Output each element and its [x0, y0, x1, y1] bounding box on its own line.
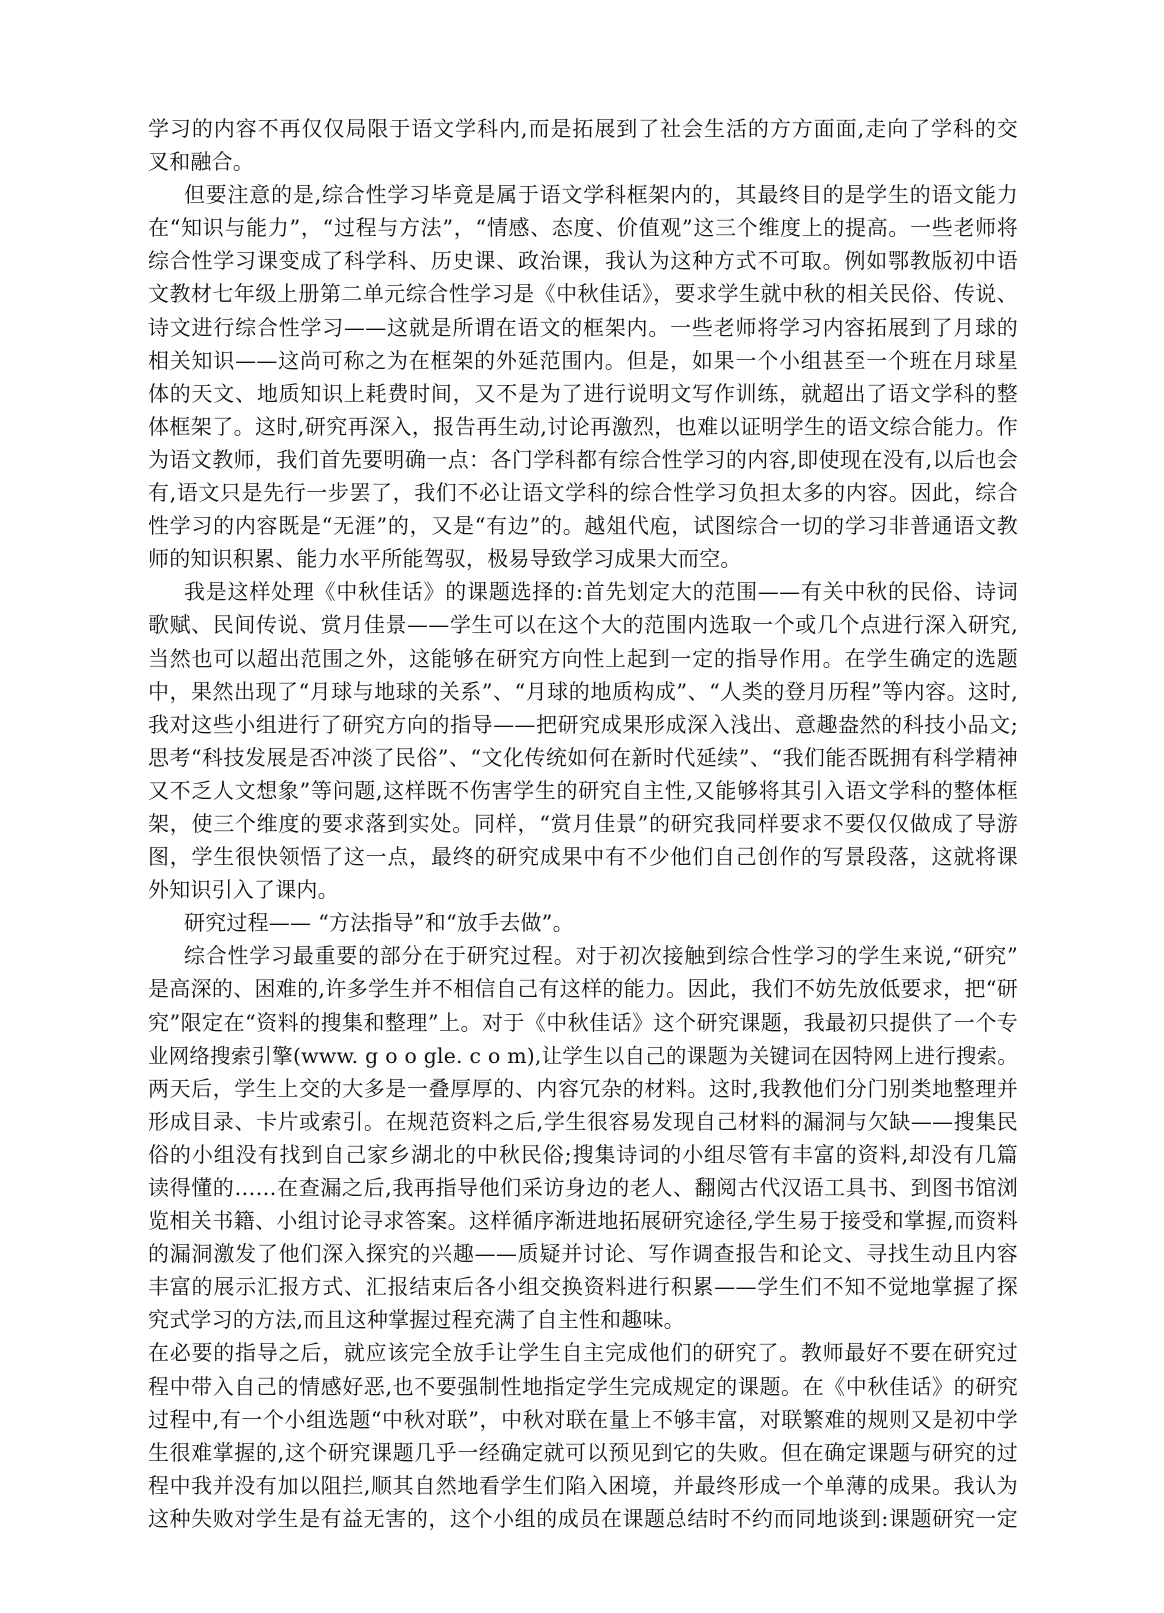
text-line: 诗文进行综合性学习——这就是所谓在语文的框架内。一些老师将学习内容拓展到了月球的 — [148, 315, 1018, 340]
text-line: 图，学生很快领悟了这一点，最终的研究成果中有不少他们自己创作的写景段落，这就将课 — [148, 845, 1018, 870]
paragraph-first-line: 但要注意的是,综合性学习毕竟是属于语文学科框架内的，其最终目的是学生的语文能力 — [184, 183, 1018, 208]
paragraph-first-line: 综合性学习最重要的部分在于研究过程。对于初次接触到综合性学习的学生来说,“研究” — [184, 944, 1018, 969]
text-line: 相关知识——这尚可称之为在框架的外延范围内。但是，如果一个小组甚至一个班在月球星 — [148, 348, 1018, 373]
text-line: 文教材七年级上册第二单元综合性学习是《中秋佳话》，要求学生就中秋的相关民俗、传说、 — [148, 282, 1018, 307]
text-line: 体框架了。这时,研究再深入，报告再生动,讨论再激烈，也难以证明学生的语文综合能力。作 — [148, 414, 1018, 439]
text-line: 程中我并没有加以阻拦,顺其自然地看学生们陷入困境，并最终形成一个单薄的成果。我认为 — [148, 1473, 1018, 1498]
text-line: 丰富的展示汇报方式、汇报结束后各小组交换资料进行积累——学生们不知不觉地掌握了探 — [148, 1275, 1018, 1300]
text-line: 览相关书籍、小组讨论寻求答案。这样循序渐进地拓展研究途径,学生易于接受和掌握,而资料 — [148, 1209, 1018, 1234]
body-text — [148, 113, 1018, 1536]
text-line: 形成目录、卡片或索引。在规范资料之后,学生很容易发现自己材料的漏洞与欠缺——搜集民 — [148, 1109, 1018, 1134]
text-line: 在必要的指导之后，就应该完全放手让学生自主完成他们的研究了。教师最好不要在研究过 — [148, 1341, 1018, 1366]
text-line: 的漏洞激发了他们深入探究的兴趣——质疑并讨论、写作调查报告和论文、寻找生动且内容 — [148, 1242, 1018, 1267]
text-line: 程中带入自己的情感好恶,也不要强制性地指定学生完成规定的课题。在《中秋佳话》的研究 — [148, 1374, 1018, 1399]
text-line: 师的知识积累、能力水平所能驾驭，极易导致学习成果大而空。 — [148, 547, 742, 572]
text-line: 叉和融合。 — [148, 150, 254, 175]
text-line: 有,语文只是先行一步罢了，我们不必让语文学科的综合性学习负担太多的内容。因此，综合 — [148, 481, 1018, 506]
text-line: 俗的小组没有找到自己家乡湖北的中秋民俗;搜集诗词的小组尽管有丰富的资料,却没有几篇 — [148, 1142, 1018, 1167]
text-line: 架，使三个维度的要求落到实处。同样，“赏月佳景”的研究我同样要求不要仅仅做成了导游 — [148, 811, 1018, 836]
text-line: 思考“科技发展是否冲淡了民俗”、“文化传统如何在新时代延续”、“我们能否既拥有科学精神 — [148, 745, 1018, 770]
text-line: 两天后，学生上交的大多是一叠厚厚的、内容冗杂的材料。这时,我教他们分门别类地整理并 — [148, 1076, 1018, 1101]
text-line: 体的天文、地质知识上耗费时间，又不是为了进行说明文写作训练，就超出了语文学科的整 — [148, 381, 1018, 406]
text-line: 为语文教师，我们首先要明确一点：各门学科都有综合性学习的内容,即使现在没有,以后也会 — [148, 447, 1018, 472]
text-line: 当然也可以超出范围之外，这能够在研究方向性上起到一定的指导作用。在学生确定的选题 — [148, 646, 1018, 671]
text-line: 性学习的内容既是“无涯”的，又是“有边”的。越俎代庖，试图综合一切的学习非普通语文教 — [148, 514, 1018, 539]
text-line: 究式学习的方法,而且这种掌握过程充满了自主性和趣味。 — [148, 1308, 685, 1333]
text-line: 歌赋、民间传说、赏月佳景——学生可以在这个大的范围内选取一个或几个点进行深入研究, — [148, 613, 1018, 638]
text-line: 又不乏人文想象”等问题,这样既不伤害学生的研究自主性,又能够将其引入语文学科的整体框 — [148, 778, 1018, 803]
text-line: 业网络搜索引擎(www. g o o gle. c o m),让学生以自己的课题为关键词在因特网上进行搜索。 — [148, 1043, 1018, 1068]
text-line: 综合性学习课变成了科学科、历史课、政治课，我认为这种方式不可取。例如鄂教版初中语 — [148, 249, 1018, 274]
text-line: 在“知识与能力”，“过程与方法”，“情感、态度、价值观”这三个维度上的提高。一些老师将 — [148, 216, 1018, 241]
text-line: 我对这些小组进行了研究方向的指导——把研究成果形成深入浅出、意趣盎然的科技小品文; — [148, 712, 1018, 737]
text-line: 这种失败对学生是有益无害的，这个小组的成员在课题总结时不约而同地谈到:课题研究一定 — [148, 1506, 1018, 1531]
paragraph-first-line: 我是这样处理《中秋佳话》的课题选择的:首先划定大的范围——有关中秋的民俗、诗词 — [184, 580, 1018, 605]
text-line: 学习的内容不再仅仅局限于语文学科内,而是拓展到了社会生活的方方面面,走向了学科的交 — [148, 117, 1018, 141]
paragraph-first-line: 研究过程—— “方法指导”和“放手去做”。 — [184, 911, 574, 936]
text-line: 外知识引入了课内。 — [148, 878, 339, 903]
text-line: 究”限定在“资料的搜集和整理”上。对于《中秋佳话》这个研究课题，我最初只提供了一个专 — [148, 1010, 1018, 1035]
text-line: 中，果然出现了“月球与地球的关系”、“月球的地质构成”、“人类的登月历程”等内容。这时, — [148, 679, 1018, 704]
text-line: 读得懂的……在查漏之后,我再指导他们采访身边的老人、翻阅古代汉语工具书、到图书馆浏 — [148, 1176, 1018, 1200]
text-line: 生很难掌握的,这个研究课题几乎一经确定就可以预见到它的失败。但在确定课题与研究的过 — [148, 1440, 1018, 1465]
text-line: 过程中,有一个小组选题“中秋对联”，中秋对联在量上不够丰富，对联繁难的规则又是初中学 — [148, 1407, 1018, 1432]
text-line: 是高深的、困难的,许多学生并不相信自己有这样的能力。因此，我们不妨先放低要求，把“研 — [148, 977, 1018, 1002]
